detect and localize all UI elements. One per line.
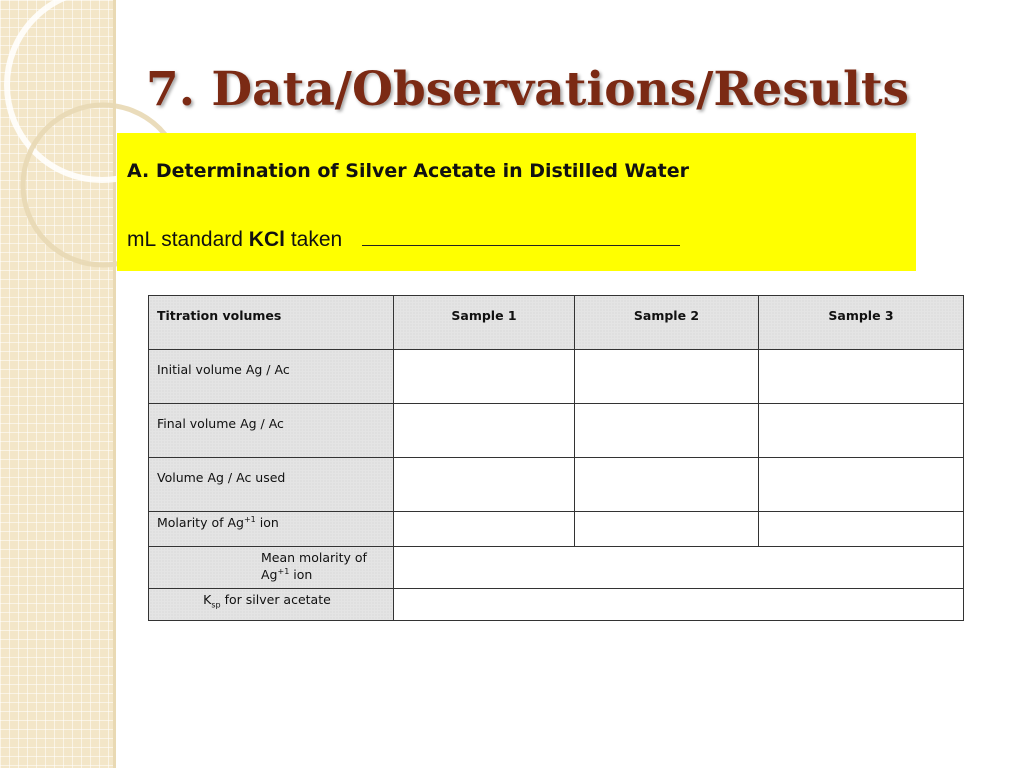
data-cell-wide[interactable]	[394, 589, 964, 621]
data-cell[interactable]	[759, 512, 964, 547]
row-label-volume-used: Volume Ag / Ac used	[157, 470, 286, 485]
highlight-box	[117, 133, 916, 271]
data-cell[interactable]	[759, 350, 964, 404]
row-label-cell	[149, 404, 394, 458]
kcl-line-prefix: mL standard	[127, 228, 243, 251]
data-cell[interactable]	[575, 350, 759, 404]
header-cell	[575, 296, 759, 350]
data-cell[interactable]	[575, 458, 759, 512]
data-cell-wide[interactable]	[394, 547, 964, 589]
ksp-subscript: sp	[211, 600, 221, 610]
molarity-text: Molarity of Ag	[157, 515, 244, 530]
table-row	[149, 512, 964, 547]
row-label-cell	[149, 458, 394, 512]
kcl-label: KCl	[248, 228, 285, 251]
molarity-charge: +1	[243, 514, 256, 524]
row-label-cell	[149, 589, 394, 621]
data-cell[interactable]	[575, 404, 759, 458]
header-cell	[394, 296, 575, 350]
table-row	[149, 404, 964, 458]
table-header-row	[149, 296, 964, 350]
row-label-initial-volume: Initial volume Ag / Ac	[157, 362, 290, 377]
data-cell[interactable]	[394, 458, 575, 512]
data-cell[interactable]	[759, 458, 964, 512]
data-cell[interactable]	[759, 404, 964, 458]
row-label-molarity	[149, 512, 393, 530]
table-row	[149, 547, 964, 589]
mean-molarity-suffix: ion	[293, 567, 313, 582]
row-label-cell	[149, 512, 394, 547]
titration-table	[148, 295, 964, 621]
ksp-k: K	[203, 592, 212, 607]
mean-molarity-ag: Ag	[261, 567, 278, 582]
header-cell	[149, 296, 394, 350]
data-cell[interactable]	[394, 350, 575, 404]
ksp-suffix: for silver acetate	[224, 592, 331, 607]
row-label-final-volume: Final volume Ag / Ac	[157, 416, 284, 431]
section-heading: A. Determination of Silver Acetate in Distilled Water	[127, 160, 689, 182]
header-cell	[759, 296, 964, 350]
header-sample-3: Sample 3	[828, 308, 894, 323]
data-cell[interactable]	[575, 512, 759, 547]
slide-title: 7. Data/Observations/Results	[146, 62, 909, 117]
row-label-cell	[149, 547, 394, 589]
data-cell[interactable]	[394, 512, 575, 547]
fill-in-blank	[362, 244, 680, 246]
row-label-cell	[149, 350, 394, 404]
header-titration-volumes: Titration volumes	[157, 308, 282, 323]
kcl-line-suffix: taken	[290, 228, 343, 251]
molarity-suffix: ion	[259, 515, 279, 530]
header-sample-2: Sample 2	[633, 308, 700, 323]
table-row	[149, 458, 964, 512]
row-label-ksp	[149, 589, 393, 610]
row-label-mean-molarity	[149, 547, 393, 583]
mean-molarity-line1: Mean molarity of	[261, 550, 367, 565]
header-sample-1: Sample 1	[451, 308, 517, 323]
mean-molarity-charge: +1	[277, 566, 290, 576]
table-row	[149, 350, 964, 404]
data-cell[interactable]	[394, 404, 575, 458]
table-row	[149, 589, 964, 621]
kcl-volume-line	[127, 228, 680, 252]
